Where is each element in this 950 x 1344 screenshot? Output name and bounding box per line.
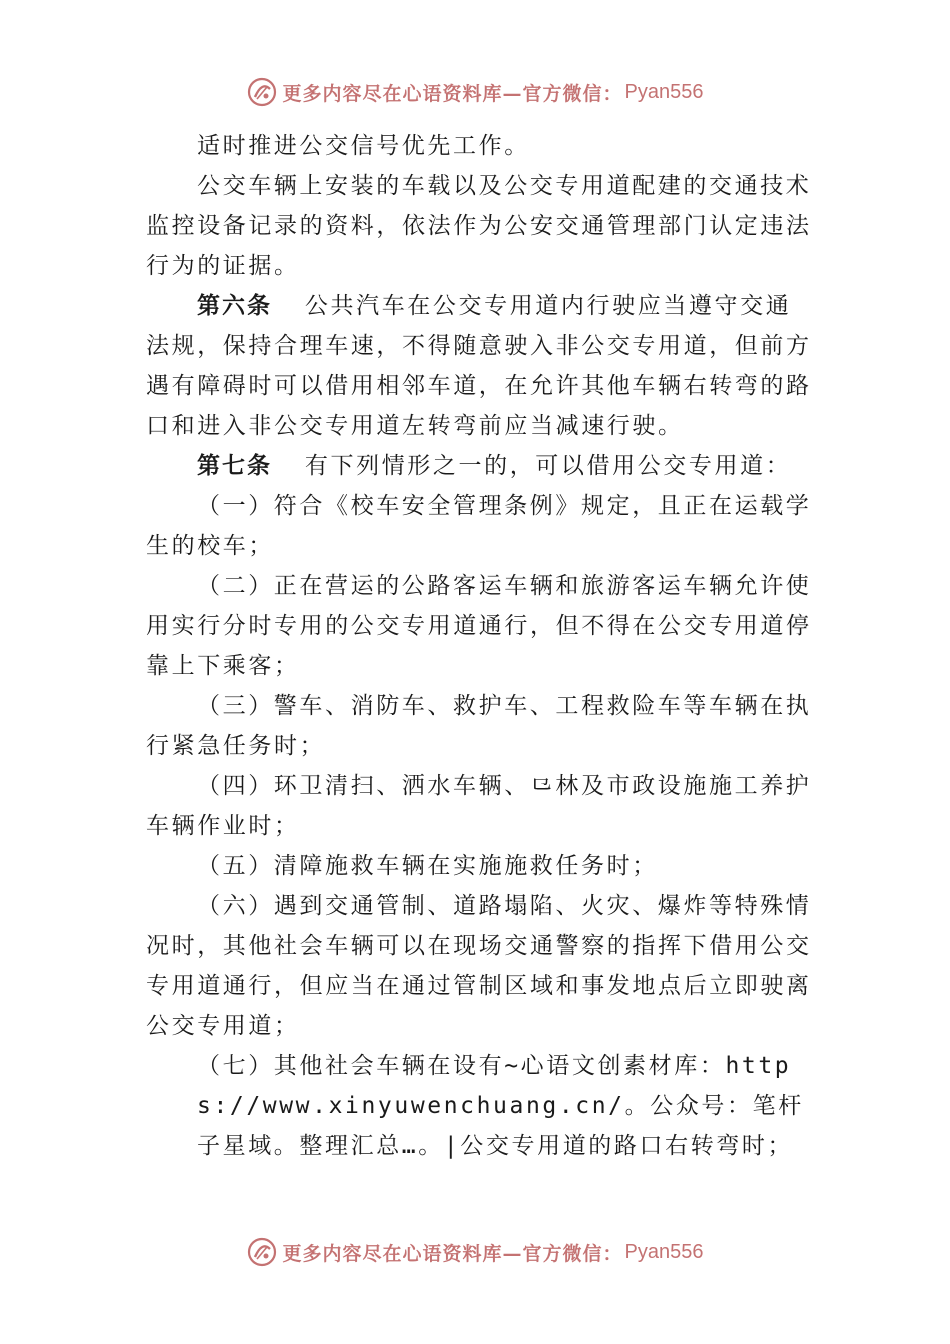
list-item: （七）其他社会车辆在设有~心语文创素材库：https://www.xinyuwenchuang.cn/。公众号：笔杆子星域。整理汇总…。|公交专用道的路口右转弯时； <box>197 1053 804 1159</box>
list-item: （二）正在营运的公路客运车辆和旅游客运车辆允许使用实行分时专用的公交专用道通行，但不得在公交专用道停靠上下乘客； <box>146 573 812 679</box>
footer-watermark-banner <box>0 1232 950 1272</box>
logo-icon <box>247 77 277 107</box>
banner-text: 更多内容尽在心语资料库—官方微信： <box>282 1242 623 1265</box>
banner-wechat-id: Pyan556 <box>624 1240 704 1263</box>
list-item: （三）警车、消防车、救护车、工程救险车等车辆在执行紧急任务时； <box>146 693 812 759</box>
header-watermark-banner <box>0 72 950 112</box>
document-body <box>146 126 816 1166</box>
paragraph: 公交车辆上安装的车载以及公交专用道配建的交通技术监控设备记录的资料，依法作为公安交通管理部门认定违法行为的证据。 <box>146 173 812 279</box>
list-item: （一）符合《校车安全管理条例》规定，且正在运载学生的校车； <box>146 493 812 559</box>
list-item: （五）清障施救车辆在实施施救任务时； <box>197 853 658 879</box>
list-item: （四）环卫清扫、洒水车辆、​⺋林及市政设施施工养护车辆作业时； <box>146 773 812 839</box>
article-paragraph: 第七条 有下列情形之一的，可以借用公交专用道： <box>197 453 792 479</box>
article-number: 第七条 <box>197 453 272 479</box>
paragraph: 适时推进公交信号优先工作。 <box>197 133 530 159</box>
list-item: （六）遇到交通管制、道路塌陷、火灾、爆炸等特殊情况时，其他社会车辆可以在现场交通警察的指挥下借用公交专用道通行，但应当在通过管制区域和事发地点后立即驶离公交专用道； <box>146 893 812 1039</box>
logo-icon <box>247 1237 277 1267</box>
article-paragraph: 第六条 公共汽车在公交专用道内行驶应当遵守交通法规，保持合理车速，不得随意驶入非公交专用道，但前方遇有障碍时可以借用相邻车道，在允许其他车辆右转弯的路口和进入非公交专用道左转弯前应当减速行驶。 <box>146 293 812 439</box>
banner-text: 更多内容尽在心语资料库—官方微信： <box>282 82 623 105</box>
banner-wechat-id: Pyan556 <box>624 80 704 103</box>
article-number: 第六条 <box>197 293 272 319</box>
